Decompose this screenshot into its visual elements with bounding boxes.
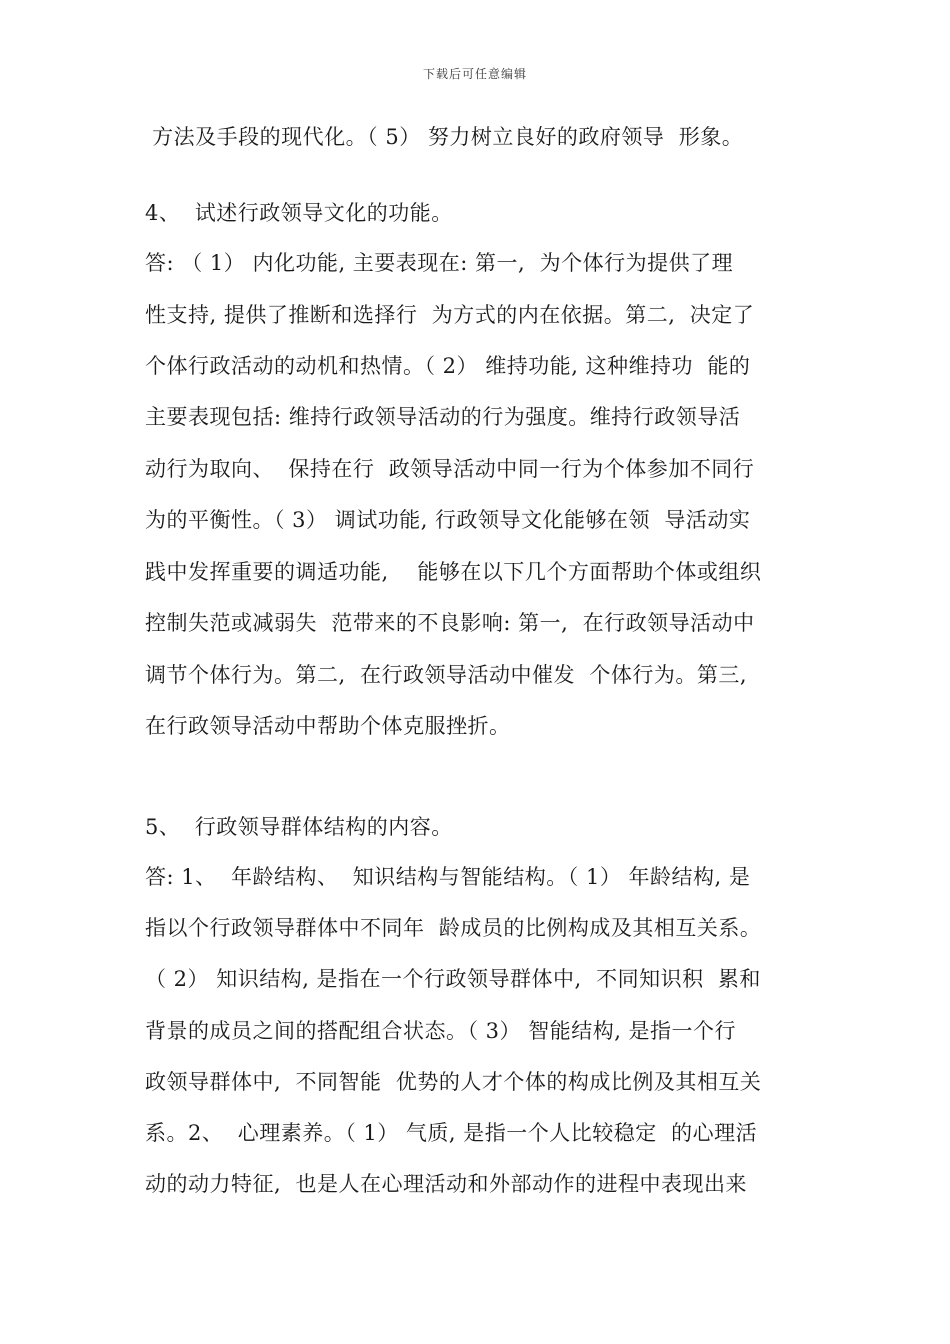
text-line: 指以个行政领导群体中不同年 龄成员的比例构成及其相互关系。 bbox=[145, 916, 762, 940]
text-line: 答: （ 1） 内化功能, 主要表现在: 第一, 为个体行为提供了理 bbox=[145, 251, 734, 275]
text-line: 主要表现包括: 维持行政领导活动的行为强度。维持行政领导活 bbox=[145, 405, 741, 429]
text-line: 背景的成员之间的搭配组合状态。（ 3） 智能结构, 是指一个行 bbox=[145, 1019, 737, 1043]
question-5-title: 5、 行政领导群体结构的内容。 bbox=[145, 815, 453, 839]
text-line: 控制失范或减弱失 范带来的不良影响: 第一, 在行政领导活动中 bbox=[145, 611, 755, 635]
text-line: 方法及手段的现代化。（ 5） 努力树立良好的政府领导 形象。 bbox=[145, 125, 744, 149]
text-line: 在行政领导活动中帮助个体克服挫折。 bbox=[145, 714, 511, 738]
text-line: 调节个体行为。第二, 在行政领导活动中催发 个体行为。第三, bbox=[145, 663, 748, 687]
page-header: 下载后可任意编辑 bbox=[422, 67, 527, 81]
text-line: 为的平衡性。（ 3） 调试功能, 行政领导文化能够在领 导活动实 bbox=[145, 508, 751, 532]
text-line: 动行为取向、 保持在行 政领导活动中同一行为个体参加不同行 bbox=[145, 457, 755, 481]
text-line: 动的动力特征, 也是人在心理活动和外部动作的进程中表现出来 bbox=[145, 1172, 748, 1196]
text-line: （ 2） 知识结构, 是指在一个行政领导群体中, 不同知识积 累和 bbox=[145, 967, 761, 991]
text-line: 践中发挥重要的调适功能, 能够在以下几个方面帮助个体或组织 bbox=[145, 560, 762, 584]
question-4-title: 4、 试述行政领导文化的功能。 bbox=[145, 201, 453, 225]
text-line: 政领导群体中, 不同智能 优势的人才个体的构成比例及其相互关 bbox=[145, 1070, 762, 1094]
text-line: 性支持, 提供了推断和选择行 为方式的内在依据。第二, 决定了 bbox=[145, 303, 755, 327]
text-line: 答: 1、 年龄结构、 知识结构与智能结构。（ 1） 年龄结构, 是 bbox=[145, 865, 751, 889]
text-line: 个体行政活动的动机和热情。（ 2） 维持功能, 这种维持功 能的 bbox=[145, 354, 751, 378]
text-line: 系。2、 心理素养。（ 1） 气质, 是指一个人比较稳定 的心理活 bbox=[145, 1121, 758, 1145]
